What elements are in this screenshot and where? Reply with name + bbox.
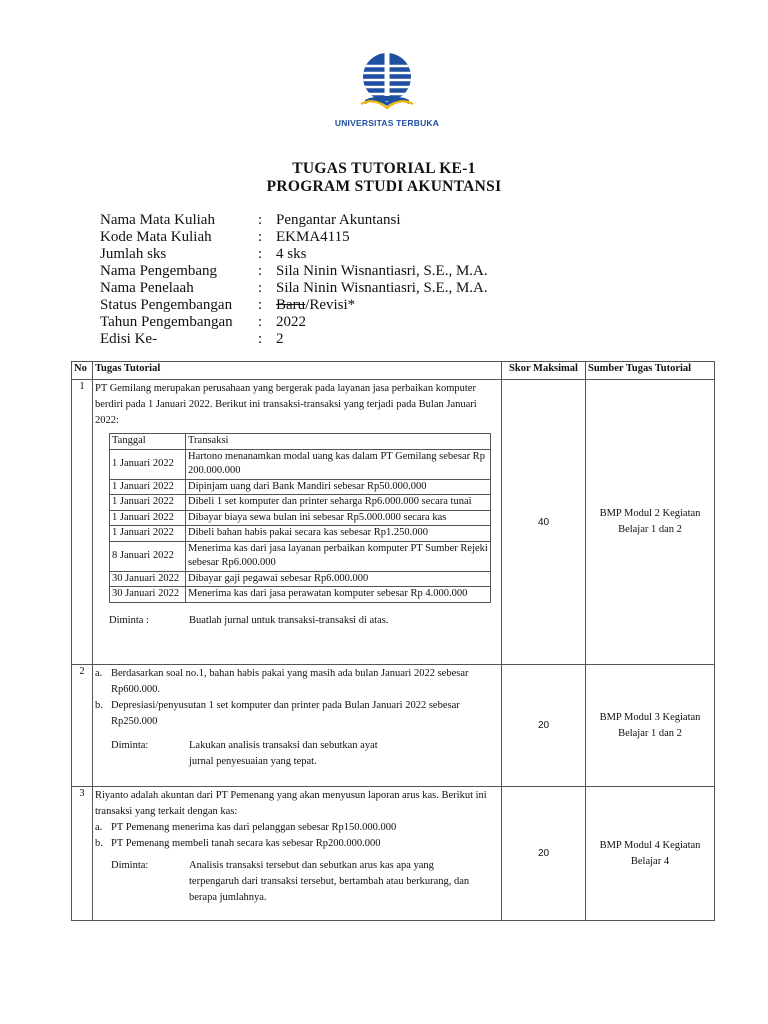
info-row: Nama Penelaah : Sila Ninin Wisnantiasri, S.E., M.A. — [100, 280, 488, 296]
info-label: Nama Mata Kuliah — [100, 212, 215, 228]
diminta-text: Lakukan analisis transaksi dan sebutkan ayat jurnal penyesuaian yang tepat. — [189, 740, 378, 767]
max-score: 40 — [502, 380, 586, 665]
info-row: Nama Pengembang : Sila Ninin Wisnantiasri, S.E., M.A. — [100, 263, 488, 279]
item-key: b. — [95, 700, 103, 711]
item-key: a. — [95, 822, 103, 833]
info-row: Status Pengembangan : Baru/Revisi* — [100, 297, 356, 313]
task-source: BMP Modul 4 Kegiatan Belajar 4 — [586, 787, 715, 921]
transaction-table — [109, 433, 491, 603]
task-source: BMP Modul 3 Kegiatan Belajar 1 dan 2 — [586, 665, 715, 787]
table-row — [72, 665, 715, 787]
tx-date: 30 Januari 2022 — [110, 571, 186, 587]
list-item — [95, 836, 499, 852]
info-row: Kode Mata Kuliah : EKMA4115 — [100, 229, 350, 245]
program-title: PROGRAM STUDI AKUNTANSI — [266, 178, 502, 195]
ut-emblem-icon — [359, 52, 415, 114]
info-value: EKMA4115 — [276, 229, 350, 245]
header-no: No — [72, 362, 93, 380]
tx-desc: Dibayar gaji pegawai sebesar Rp6.000.000 — [186, 571, 491, 587]
transaction-row — [110, 510, 491, 526]
info-value: 2022 — [276, 314, 306, 330]
diminta-block — [111, 858, 499, 906]
task-number: 1 — [72, 380, 93, 665]
tx-date: 1 Januari 2022 — [110, 510, 186, 526]
info-value: Pengantar Akuntansi — [276, 212, 401, 228]
info-label: Kode Mata Kuliah — [100, 229, 212, 245]
tx-date: 1 Januari 2022 — [110, 449, 186, 479]
info-value: 4 sks — [276, 246, 307, 262]
info-value: Sila Ninin Wisnantiasri, S.E., M.A. — [276, 280, 488, 296]
diminta-text: Buatlah jurnal untuk transaksi-transaksi di atas. — [189, 614, 389, 626]
tx-desc: Menerima kas dari jasa layanan perbaikan komputer PT Sumber Rejeki sebesar Rp6.000.000 — [186, 541, 491, 571]
info-label: Status Pengembangan — [100, 297, 233, 313]
transaction-row — [110, 495, 491, 511]
tx-desc: Dipinjam uang dari Bank Mandiri sebesar Rp50.000.000 — [186, 479, 491, 495]
table-header-row — [72, 362, 715, 380]
task-content — [93, 787, 502, 921]
transaction-row — [110, 479, 491, 495]
list-item — [95, 666, 499, 698]
info-row: Nama Mata Kuliah : Pengantar Akuntansi — [100, 212, 401, 228]
item-key: b. — [95, 838, 103, 849]
university-name: UNIVERSITAS TERBUKA — [334, 118, 440, 128]
transaction-row — [110, 449, 491, 479]
tx-date: 1 Januari 2022 — [110, 479, 186, 495]
item-text: Berdasarkan soal no.1, bahan habis pakai yang masih ada bulan Januari 2022 sebesar Rp600.000. — [111, 668, 469, 695]
task-intro: Riyanto adalah akuntan dari PT Pemenang yang akan menyusun laporan arus kas. Berikut ini transaksi yang terkait dengan kas: — [95, 790, 487, 817]
max-score: 20 — [502, 665, 586, 787]
task-number: 2 — [72, 665, 93, 787]
header-source: Sumber Tugas Tutorial — [586, 362, 715, 380]
transaction-row — [110, 541, 491, 571]
transaction-row — [110, 587, 491, 603]
tx-desc: Dibeli bahan habis pakai secara kas sebesar Rp1.250.000 — [186, 526, 491, 542]
transaction-row — [110, 526, 491, 542]
header-task: Tugas Tutorial — [93, 362, 502, 380]
info-value — [276, 297, 355, 314]
diminta-label: Diminta : — [109, 614, 149, 626]
item-text: PT Pemenang membeli tanah secara kas sebesar Rp200.000.000 — [111, 838, 381, 849]
status-rest: /Revisi* — [305, 297, 356, 313]
diminta-label: Diminta: — [111, 860, 149, 871]
diminta-block — [109, 613, 499, 629]
task-source: BMP Modul 2 Kegiatan Belajar 1 dan 2 — [586, 380, 715, 665]
tx-header-date: Tanggal — [110, 434, 186, 450]
list-item — [95, 698, 499, 730]
list-item — [95, 820, 499, 836]
info-label: Nama Pengembang — [100, 263, 218, 279]
tx-header-desc: Transaksi — [186, 434, 491, 450]
tx-desc: Dibayar biaya sewa bulan ini sebesar Rp5.000.000 secara kas — [186, 510, 491, 526]
task-number: 3 — [72, 787, 93, 921]
tx-desc: Hartono menanamkan modal uang kas dalam PT Gemilang sebesar Rp 200.000.000 — [186, 449, 491, 479]
university-logo — [332, 52, 442, 132]
info-label: Nama Penelaah — [100, 280, 194, 296]
table-row — [72, 787, 715, 921]
tx-desc: Menerima kas dari jasa perawatan komputer sebesar Rp 4.000.000 — [186, 587, 491, 603]
tx-date: 1 Januari 2022 — [110, 495, 186, 511]
info-label: Jumlah sks — [100, 246, 167, 262]
task-intro: PT Gemilang merupakan perusahaan yang bergerak pada layanan jasa perbaikan komputer berdiri pada 1 Januari 2022. Berikut ini transaksi-transaksi yang terjadi pada Bulan Januari 2022: — [95, 383, 477, 426]
tutorial-table — [71, 361, 715, 921]
struck-status: Baru — [276, 297, 306, 313]
diminta-block — [111, 738, 499, 770]
transaction-row — [110, 571, 491, 587]
info-row: Edisi Ke- : 2 — [100, 331, 284, 347]
document-title: TUGAS TUTORIAL KE-1 — [292, 160, 476, 177]
info-label: Edisi Ke- — [100, 331, 158, 347]
header-score: Skor Maksimal — [502, 362, 586, 380]
item-text: PT Pemenang menerima kas dari pelanggan sebesar Rp150.000.000 — [111, 822, 397, 833]
diminta-label: Diminta: — [111, 740, 149, 751]
tx-desc: Dibeli 1 set komputer dan printer seharga Rp6.000.000 secara tunai — [186, 495, 491, 511]
tx-date: 30 Januari 2022 — [110, 587, 186, 603]
max-score: 20 — [502, 787, 586, 921]
item-text: Depresiasi/penyusutan 1 set komputer dan printer pada Bulan Januari 2022 sebesar Rp250.000 — [111, 700, 460, 727]
info-row: Jumlah sks : 4 sks — [100, 246, 307, 262]
info-value: Sila Ninin Wisnantiasri, S.E., M.A. — [276, 263, 488, 279]
item-key: a. — [95, 668, 103, 679]
task-content — [93, 665, 502, 787]
info-row: Tahun Pengembangan : 2022 — [100, 314, 306, 330]
diminta-text: Analisis transaksi tersebut dan sebutkan arus kas apa yang terpengaruh dari transaksi tersebut, bertambah atau berkurang, dan berapa jumlahnya. — [189, 860, 470, 903]
table-row — [72, 380, 715, 665]
info-label: Tahun Pengembangan — [100, 314, 233, 330]
info-value: 2 — [276, 331, 284, 347]
tx-date: 1 Januari 2022 — [110, 526, 186, 542]
tx-date: 8 Januari 2022 — [110, 541, 186, 571]
task-content — [93, 380, 502, 665]
course-info — [100, 212, 488, 348]
transaction-header-row — [110, 434, 491, 450]
